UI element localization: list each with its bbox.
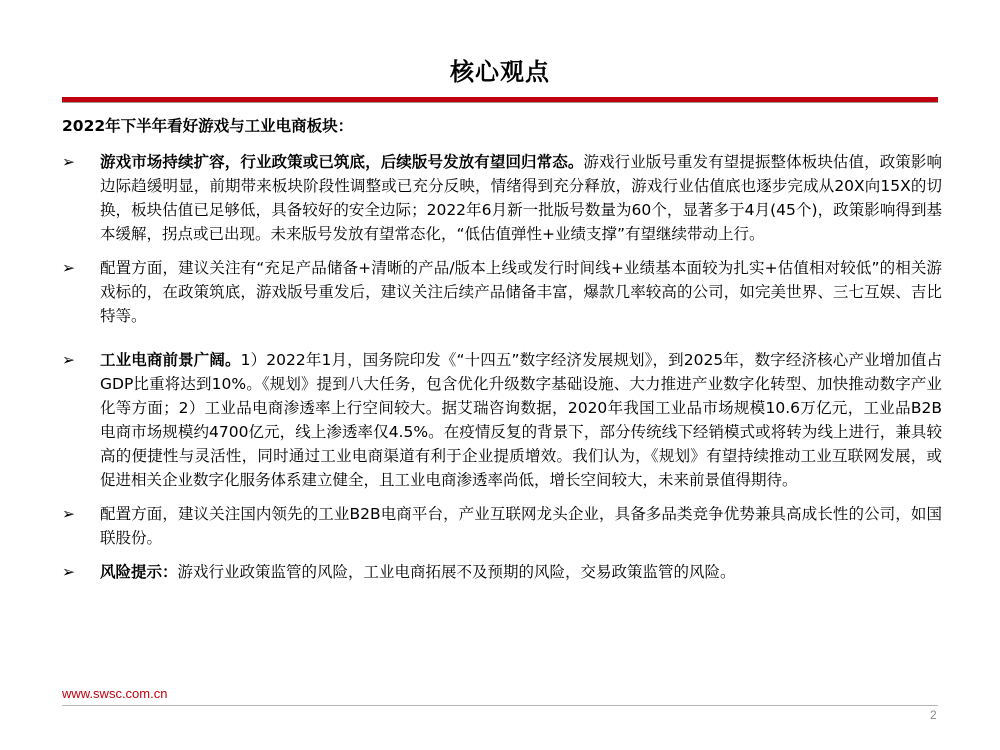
- bullet-text: 1）2022年1月，国务院印发《“十四五”数字经济发展规划》，到2025年，数字经济核心产业增加值占GDP比重将达到10%。《规划》提到八大任务，包含优化升级数字基础设施、大力推进产业数字化转型、加快推动数字产业化等方面；2）工业品电商渗透率上行空间较大。据艾瑞咨询数据，2020年我国工业品市场规模10.6万亿元，工业品B2B电商市场规模约4700亿元，线上渗透率仅4.5%。在疫情反复的背景下，部分传统线下经销模式或将转为线上进行，兼具较高的便捷性与灵活性，同时通过工业电商渠道有利于企业提质增效。我们认为，《规划》有望持续推动工业互联网发展，或促进相关企业数字化服务体系建立健全，且工业电商渗透率尚低，增长空间较大，未来前景值得期待。: [100, 351, 942, 489]
- title-divider-grey: [62, 102, 938, 103]
- bullet-arrow-icon: ➢: [62, 505, 75, 523]
- bullet-arrow-icon: ➢: [62, 563, 75, 581]
- page-number: 2: [930, 708, 937, 722]
- bullet-text: 配置方面，建议关注有“充足产品储备+清晰的产品/版本上线或发行时间线+业绩基本面较为扎实+估值相对较低”的相关游戏标的，在政策筑底，游戏版号重发后，建议关注后续产品储备丰富，爆款几率较高的公司，如完美世界、三七互娱、吉比特等。: [100, 259, 942, 325]
- slide-content: [62, 114, 942, 594]
- bullet-ecommerce-allocation: [62, 502, 942, 550]
- bullet-arrow-icon: ➢: [62, 153, 75, 171]
- bullet-arrow-icon: ➢: [62, 351, 75, 369]
- bullet-bold-lead: 游戏市场持续扩容，行业政策或已筑底，后续版号发放有望回归常态。: [100, 153, 584, 171]
- bullet-industrial-ecommerce: [62, 348, 942, 492]
- bullet-bold-lead: 风险提示：: [100, 563, 178, 581]
- bullet-text: 游戏行业政策监管的风险，工业电商拓展不及预期的风险，交易政策监管的风险。: [177, 563, 736, 581]
- slide-title: 核心观点: [450, 58, 550, 86]
- bullet-text: 游戏行业版号重发有望提振整体板块估值，政策影响边际趋缓明显，前期带来板块阶段性调整或已充分反映，情绪得到充分释放，游戏行业估值底也逐步完成从20X向15X的切换，板块估值已足够低，具备较好的安全边际；2022年6月新一批版号数量为60个，显著多于4月(45个)，政策影响得到基本缓解，拐点或已出现。未来版号发放有望常态化，“低估值弹性+业绩支撑”有望继续带动上行。: [100, 153, 942, 243]
- footer-website-link[interactable]: www.swsc.com.cn: [62, 686, 168, 701]
- bullet-risk-warning: [62, 560, 942, 584]
- bullet-text: 配置方面，建议关注国内领先的工业B2B电商平台，产业互联网龙头企业，具备多品类竞争优势兼具高成长性的公司，如国联股份。: [100, 505, 942, 547]
- section-heading: 2022年下半年看好游戏与工业电商板块：: [62, 117, 354, 135]
- bullet-game-allocation: [62, 256, 942, 328]
- bullet-bold-lead: 工业电商前景广阔。: [100, 351, 241, 369]
- footer-divider: [62, 705, 938, 706]
- bullet-game-market: [62, 150, 942, 246]
- bullet-arrow-icon: ➢: [62, 259, 75, 277]
